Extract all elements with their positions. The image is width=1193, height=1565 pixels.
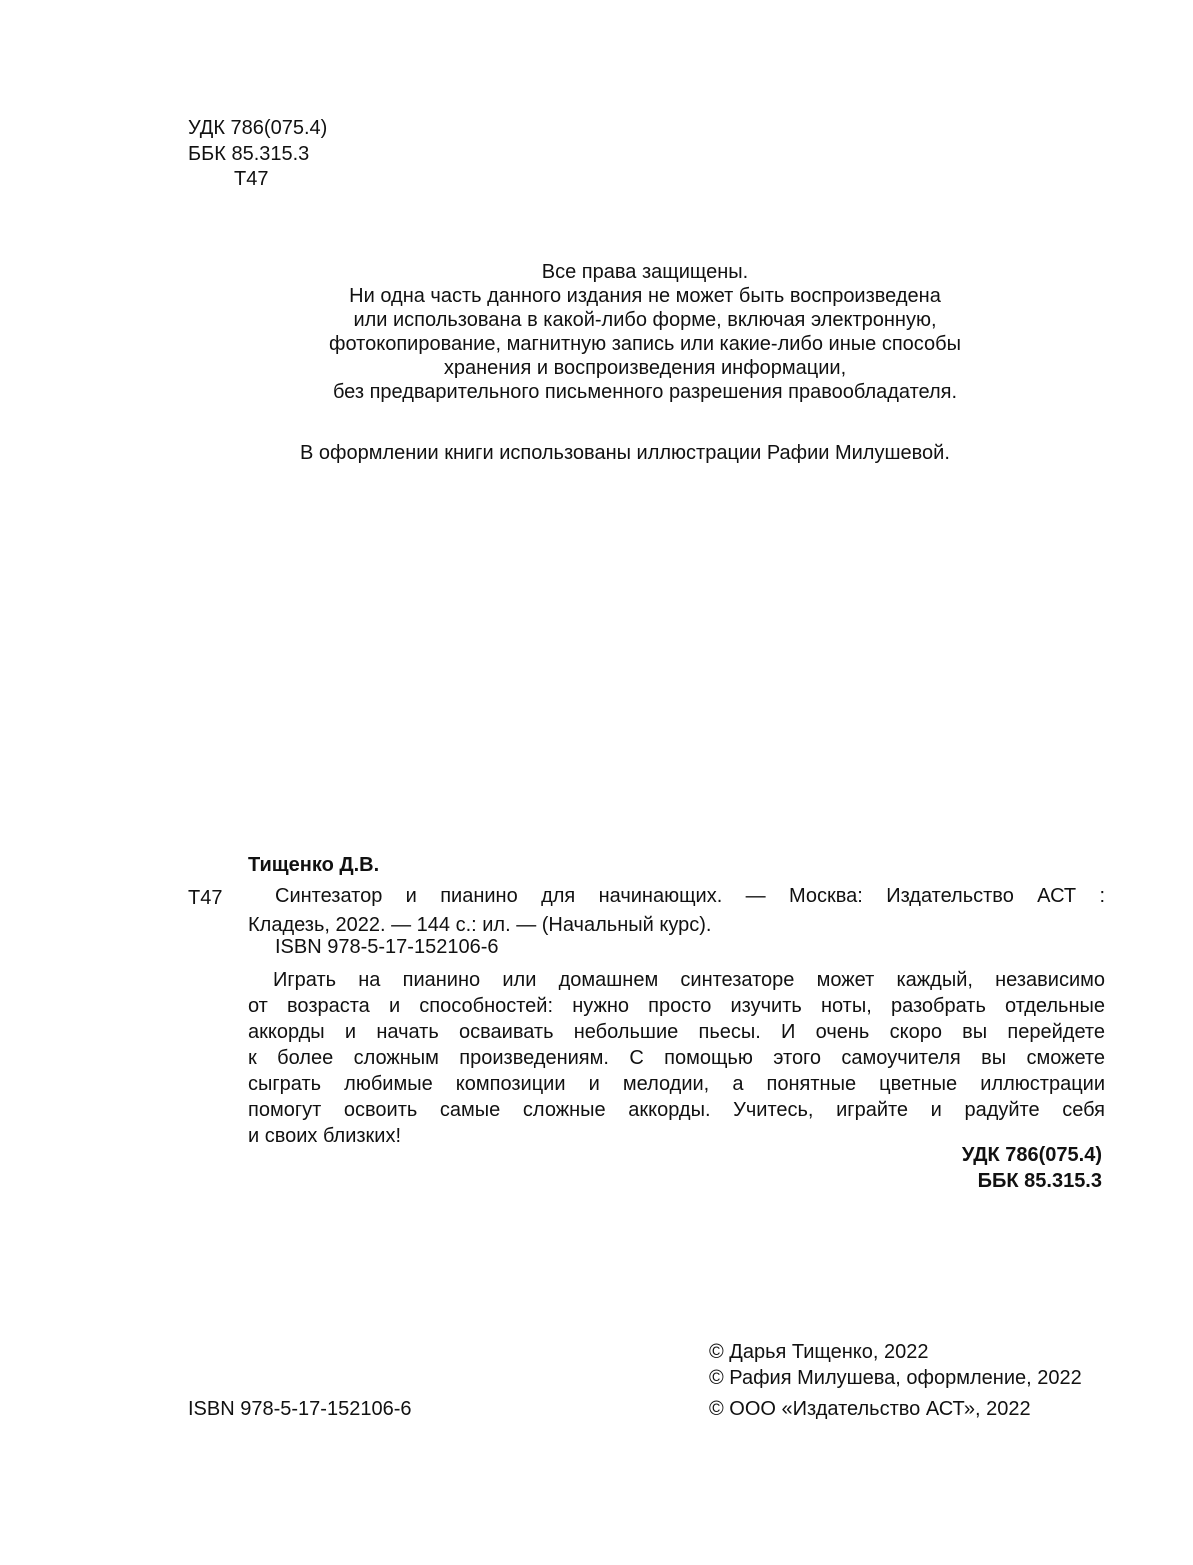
annotation (248, 967, 1105, 1149)
biblio-author-code: Т47 (188, 887, 223, 909)
annotation-line: Играть на пианино или домашнем синтезаторе может каждый, независимо (273, 969, 1105, 991)
rights-line: или использована в какой-либо форме, включая электронную, (353, 309, 937, 331)
biblio-line: Кладезь, 2022. — 144 с.: ил. — (Начальный курс). (248, 914, 712, 936)
copyright-publisher: © ООО «Издательство АСТ», 2022 (709, 1398, 1031, 1420)
rights-line: фотокопирование, магнитную запись или какие-либо иные способы (329, 333, 961, 355)
rights-line: Ни одна часть данного издания не может быть воспроизведена (349, 285, 941, 307)
biblio-description (248, 882, 1105, 940)
rights-notice (0, 260, 1193, 404)
illustrations-credit: В оформлении книги использованы иллюстрации Рафии Милушевой. (300, 442, 950, 464)
annotation-line: к более сложным произведениям. С помощью этого самоучителя вы сможете (248, 1047, 1105, 1069)
copyright-design: © Рафия Милушева, оформление, 2022 (709, 1367, 1082, 1389)
copyright-author: © Дарья Тищенко, 2022 (709, 1341, 929, 1363)
rights-line: Все права защищены. (541, 261, 749, 283)
annotation-line: аккорды и начать осваивать небольшие пьесы. И очень скоро вы перейдете (248, 1021, 1105, 1043)
biblio-author: Тищенко Д.В. (248, 854, 380, 876)
annotation-line: и своих близких! (248, 1125, 402, 1147)
annotation-line: сыграть любимые композиции и мелодии, а понятные цветные иллюстрации (248, 1073, 1105, 1095)
classification-block (962, 1142, 1102, 1194)
annotation-line: помогут освоить самые сложные аккорды. Учитесь, играйте и радуйте себя (248, 1099, 1105, 1121)
rights-line: без предварительного письменного разрешения правообладателя. (332, 381, 958, 403)
top-author-code: Т47 (234, 168, 269, 190)
footer-isbn: ISBN 978-5-17-152106-6 (188, 1398, 412, 1420)
rights-line: хранения и воспроизведения информации, (443, 357, 847, 379)
biblio-line: Синтезатор и пианино для начинающих. — Москва: Издательство АСТ : (275, 885, 1105, 907)
top-bbk-code: ББК 85.315.3 (188, 143, 310, 165)
annotation-line: от возраста и способностей: нужно просто изучить ноты, разобрать отдельные (248, 995, 1105, 1017)
top-udk-code: УДК 786(075.4) (188, 117, 328, 139)
classification-udk: УДК 786(075.4) (961, 1144, 1102, 1166)
classification-bbk: ББК 85.315.3 (977, 1170, 1102, 1192)
biblio-isbn: ISBN 978-5-17-152106-6 (275, 936, 499, 958)
